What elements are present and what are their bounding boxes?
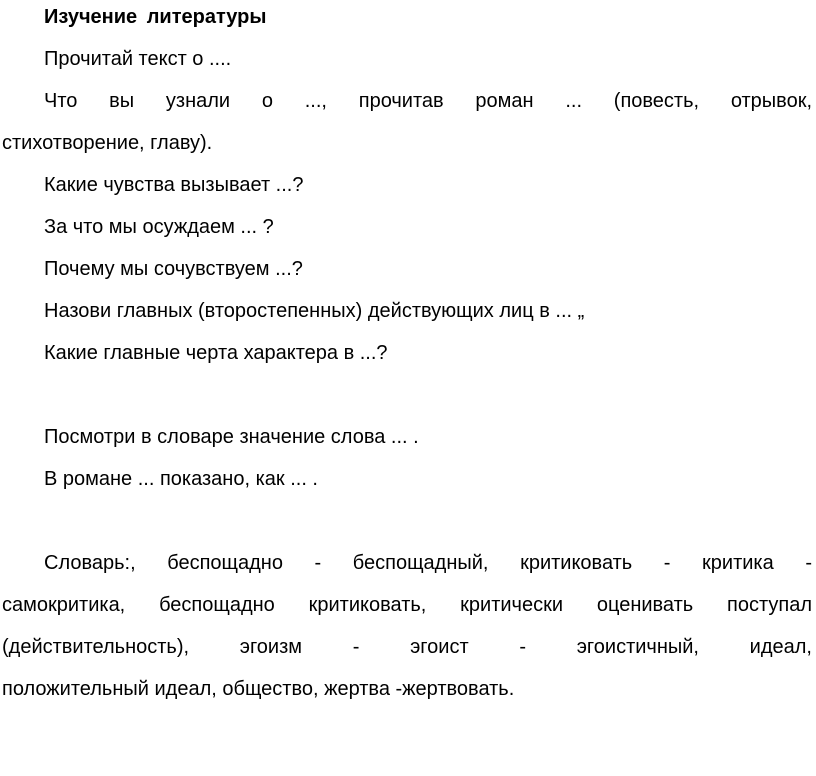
question-what-learned-line1: Что вы узнали о ..., прочитав роман ... (повесть, отрывок, — [44, 90, 812, 112]
question-sympathize: Почему мы сочувствуем ...? — [44, 258, 303, 280]
question-character-traits: Какие главные черта характера в ...? — [44, 342, 388, 364]
task-dictionary-meaning: Посмотри в словаре значение слова ... . — [44, 426, 419, 448]
vocabulary-line4: положительный идеал, общество, жертва -жертвовать. — [2, 678, 515, 700]
question-feelings: Какие чувства вызывает ...? — [44, 174, 304, 196]
question-what-learned-line2: стихотворение, главу). — [2, 132, 213, 154]
question-read-text: Прочитай текст о .... — [44, 48, 232, 70]
document-title: Изучение литературы — [44, 6, 267, 28]
vocabulary-line2: самокритика, беспощадно критиковать, критически оценивать поступал — [2, 594, 812, 616]
vocabulary-line1: Словарь:, беспощадно - беспощадный, критиковать - критика - — [44, 552, 812, 574]
task-novel-shown: В романе ... показано, как ... . — [44, 468, 318, 490]
question-main-characters: Назови главных (второстепенных) действующих лиц в ... „ — [44, 300, 585, 322]
vocabulary-line3: (действительность), эгоизм - эгоист - эгоистичный, идеал, — [2, 636, 812, 658]
question-condemn: За что мы осуждаем ... ? — [44, 216, 274, 238]
